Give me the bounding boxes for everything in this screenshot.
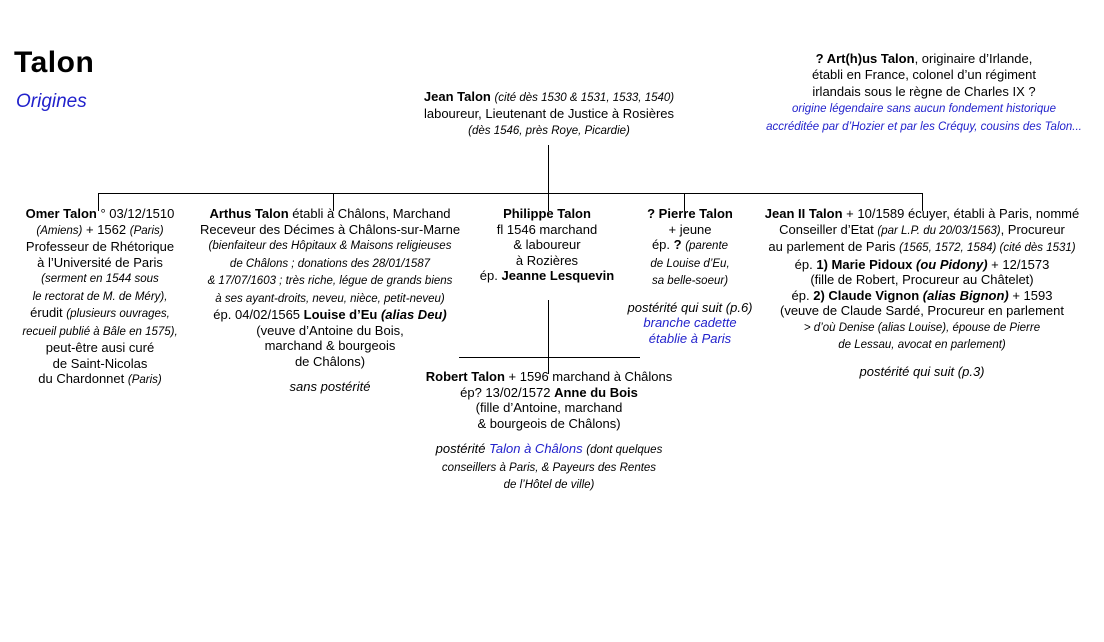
- text-segment: de Châlons ; donations des 28/01/1587: [229, 257, 431, 270]
- text-segment: Omer Talon: [25, 206, 97, 221]
- text-segment: Anne du Bois: [554, 384, 638, 400]
- connector-philippe-down: [548, 300, 549, 374]
- text-segment: (Amiens): [36, 224, 83, 237]
- text-line: [200, 307, 460, 323]
- text-segment: Professeur de Rhétorique: [25, 239, 175, 254]
- text-segment: Receveur des Décimes à Châlons-sur-Marne: [199, 221, 461, 237]
- text-segment: , Procureur: [1000, 221, 1065, 237]
- page-subtitle: Origines: [16, 91, 87, 112]
- text-segment: (dès 1546, près Roye, Picardie): [468, 125, 630, 137]
- text-segment: recueil publié à Bâle en 1575),: [22, 325, 178, 338]
- text-line: [627, 222, 752, 238]
- text-line: [766, 100, 1082, 117]
- text-segment: conseillers à Paris, & Payeurs des Rentes: [441, 461, 657, 474]
- text-line: [627, 206, 752, 222]
- text-line: [765, 319, 1079, 337]
- text-segment: ép. 04/02/1565: [213, 307, 304, 322]
- text-segment: marchand & bourgeois: [264, 338, 396, 353]
- text-segment: (parente: [685, 240, 729, 252]
- text-segment: établi à Châlons, Marchand: [288, 206, 451, 221]
- text-line: [200, 255, 460, 273]
- link-text[interactable]: branche cadette: [643, 315, 737, 330]
- text-line: [627, 255, 752, 273]
- page-title: Talon: [14, 46, 95, 79]
- text-line: [627, 331, 752, 347]
- person-block-arthus-talon: [200, 206, 460, 395]
- text-segment: de l’Hôtel de ville): [503, 479, 595, 491]
- text-segment: (Paris): [129, 224, 164, 237]
- text-line: [765, 257, 1079, 273]
- text-segment: + 10/1589 écuyer, établi à Paris, nommé: [842, 206, 1080, 221]
- text-segment: ép.: [794, 256, 817, 272]
- text-segment: ép.: [479, 268, 502, 283]
- text-line: [765, 336, 1079, 354]
- text-line: [426, 385, 673, 401]
- text-segment: de Lessau, avocat en parlement): [838, 339, 1006, 351]
- text-line: [424, 89, 674, 106]
- person-block-pierre-talon: [627, 206, 752, 346]
- text-segment: (alias Deu): [380, 307, 447, 322]
- text-line: [22, 371, 177, 389]
- text-line: [766, 67, 1082, 83]
- text-line: [765, 288, 1079, 304]
- text-segment: + 1562: [82, 221, 130, 237]
- text-segment: Jeanne Lesquevin: [501, 268, 615, 283]
- text-segment: sans postérité: [289, 379, 371, 394]
- text-line: [765, 364, 1079, 380]
- text-line: [200, 206, 460, 222]
- text-line: [766, 118, 1082, 135]
- text-line: [426, 441, 673, 459]
- text-line: [22, 206, 177, 222]
- text-segment: au parlement de Paris: [768, 239, 900, 254]
- text-segment: ?: [673, 237, 682, 252]
- link-text[interactable]: Talon à Châlons: [489, 441, 587, 456]
- text-segment: (par L.P. du 20/03/1563): [877, 224, 1001, 237]
- text-segment: ép.: [791, 287, 814, 303]
- text-segment: ? Pierre Talon: [647, 206, 733, 221]
- text-segment: , originaire d’Irlande,: [914, 51, 1033, 66]
- link-text[interactable]: établie à Paris: [648, 330, 732, 346]
- text-line: [480, 268, 614, 284]
- connector-root-vertical: [548, 145, 549, 211]
- person-block-jean-ii-talon: [765, 206, 1079, 379]
- text-line: [480, 206, 614, 222]
- text-segment: fl 1546 marchand: [496, 221, 598, 237]
- text-segment: peut-être ausi curé: [45, 340, 155, 355]
- text-line: [480, 222, 614, 238]
- text-line: [22, 239, 177, 255]
- text-line: [22, 288, 177, 306]
- text-segment: + 1593: [1008, 287, 1053, 303]
- text-segment: (alias Bignon): [922, 287, 1009, 303]
- text-segment: ? Art(h)us Talon: [815, 51, 915, 66]
- text-line: [766, 51, 1082, 67]
- text-line: [765, 222, 1079, 240]
- text-line: [200, 323, 460, 339]
- text-segment: > d’où Denise (alias Louise), épouse de Pierre: [803, 321, 1041, 334]
- text-line: [627, 272, 752, 290]
- text-segment: (ou Pidony): [916, 256, 988, 272]
- text-segment: + jeune: [668, 221, 712, 237]
- text-segment: Jean Talon: [423, 89, 495, 104]
- text-segment: & 17/07/1603 ; très riche, légue de grands biens: [207, 275, 453, 287]
- text-segment: postérité qui suit (p.3): [859, 363, 985, 379]
- person-block-jean-talon: [424, 89, 674, 139]
- text-segment: à ses ayant-droits, neveu, nièce, petit-neveu): [215, 292, 445, 305]
- text-line: [22, 255, 177, 271]
- text-line: [22, 340, 177, 356]
- text-line: [765, 206, 1079, 222]
- blank-line: [627, 290, 752, 300]
- text-line: [200, 237, 460, 255]
- text-line: [200, 222, 460, 238]
- text-segment: + 12/1573: [987, 256, 1050, 272]
- text-line: [426, 416, 673, 432]
- text-line: [426, 476, 673, 494]
- text-segment: sa belle-soeur): [651, 275, 729, 287]
- text-line: [22, 356, 177, 372]
- text-segment: de Louise d’Eu,: [650, 257, 730, 270]
- text-segment: (fille de Robert, Procureur au Châtelet): [810, 272, 1034, 287]
- text-line: [765, 272, 1079, 288]
- text-segment: le rectorat de M. de Méry),: [32, 290, 168, 303]
- text-segment: (bienfaiteur des Hôpitaux & Maisons religieuses: [208, 240, 452, 252]
- text-segment: ° 03/12/1510: [96, 206, 175, 221]
- text-segment: (veuve d’Antoine du Bois,: [256, 322, 404, 338]
- text-line: [426, 459, 673, 477]
- text-line: [627, 315, 752, 331]
- text-line: [200, 338, 460, 354]
- blank-line: [200, 369, 460, 379]
- text-line: [480, 253, 614, 269]
- link-text[interactable]: origine légendaire sans aucun fondement historique: [791, 103, 1057, 116]
- text-segment: postérité qui suit (p.6): [627, 299, 753, 315]
- text-line: [200, 290, 460, 308]
- text-line: [200, 272, 460, 290]
- text-segment: (1565, 1572, 1584) (cité dès 1531): [899, 242, 1076, 254]
- text-line: [22, 323, 177, 341]
- text-line: [426, 369, 673, 385]
- text-segment: Philippe Talon: [503, 206, 591, 221]
- text-segment: établi en France, colonel d’un régiment: [811, 67, 1037, 83]
- text-line: [480, 237, 614, 253]
- text-line: [627, 237, 752, 255]
- person-block-robert-talon: [426, 369, 673, 494]
- person-block-omer-talon: [22, 206, 177, 389]
- text-segment: Arthus Talon: [209, 206, 289, 221]
- text-line: [627, 300, 752, 316]
- text-line: [22, 270, 177, 288]
- blank-line: [426, 431, 673, 441]
- text-line: [765, 239, 1079, 257]
- text-segment: du Chardonnet: [38, 371, 128, 386]
- text-segment: (serment en 1544 sous: [41, 273, 159, 285]
- text-segment: (Paris): [127, 374, 162, 386]
- text-segment: laboureur, Lieutenant de Justice à Rosières: [423, 106, 675, 121]
- text-segment: érudit: [30, 305, 67, 320]
- text-line: [200, 379, 460, 395]
- text-line: [766, 84, 1082, 100]
- text-segment: + 1596 marchand à Châlons: [504, 369, 673, 384]
- text-segment: à l’Université de Paris: [37, 254, 163, 270]
- connector-sibling-bar: [98, 193, 922, 194]
- text-segment: ép.: [651, 237, 674, 252]
- text-segment: Robert Talon: [425, 369, 505, 384]
- text-segment: (cité dès 1530 & 1531, 1533, 1540): [494, 92, 675, 104]
- connector-robert-bar: [459, 357, 640, 358]
- person-block-philippe-talon: [480, 206, 614, 284]
- text-segment: Conseiller d’Etat: [779, 221, 878, 237]
- text-line: [765, 303, 1079, 319]
- text-segment: irlandais sous le règne de Charles IX ?: [812, 83, 1036, 99]
- person-block-arthus-talon-legend: [766, 51, 1082, 135]
- text-line: [200, 354, 460, 370]
- text-segment: (fille d’Antoine, marchand: [475, 400, 623, 415]
- text-segment: Jean II Talon: [764, 206, 843, 221]
- text-line: [22, 305, 177, 323]
- text-segment: postérité: [435, 441, 490, 456]
- text-segment: 1) Marie Pidoux: [816, 256, 917, 272]
- text-segment: de Saint-Nicolas: [52, 355, 148, 371]
- text-segment: & bourgeois de Châlons): [477, 415, 621, 431]
- text-segment: ép? 13/02/1572: [460, 384, 555, 400]
- text-segment: 2) Claude Vignon: [813, 287, 923, 303]
- text-segment: (plusieurs ouvrages,: [66, 308, 170, 320]
- text-line: [424, 122, 674, 139]
- text-line: [22, 222, 177, 240]
- link-text[interactable]: accréditée par d’Hozier et par les Créquy, cousins des Talon...: [766, 120, 1082, 133]
- blank-line: [765, 354, 1079, 364]
- text-segment: Louise d’Eu: [303, 307, 381, 322]
- text-line: [426, 400, 673, 416]
- text-segment: (dont quelques: [586, 444, 663, 456]
- text-segment: de Châlons): [294, 353, 366, 369]
- text-line: [424, 106, 674, 122]
- text-segment: & laboureur: [513, 237, 581, 252]
- text-segment: à Rozières: [515, 252, 579, 268]
- text-segment: (veuve de Claude Sardé, Procureur en parlement: [779, 303, 1064, 318]
